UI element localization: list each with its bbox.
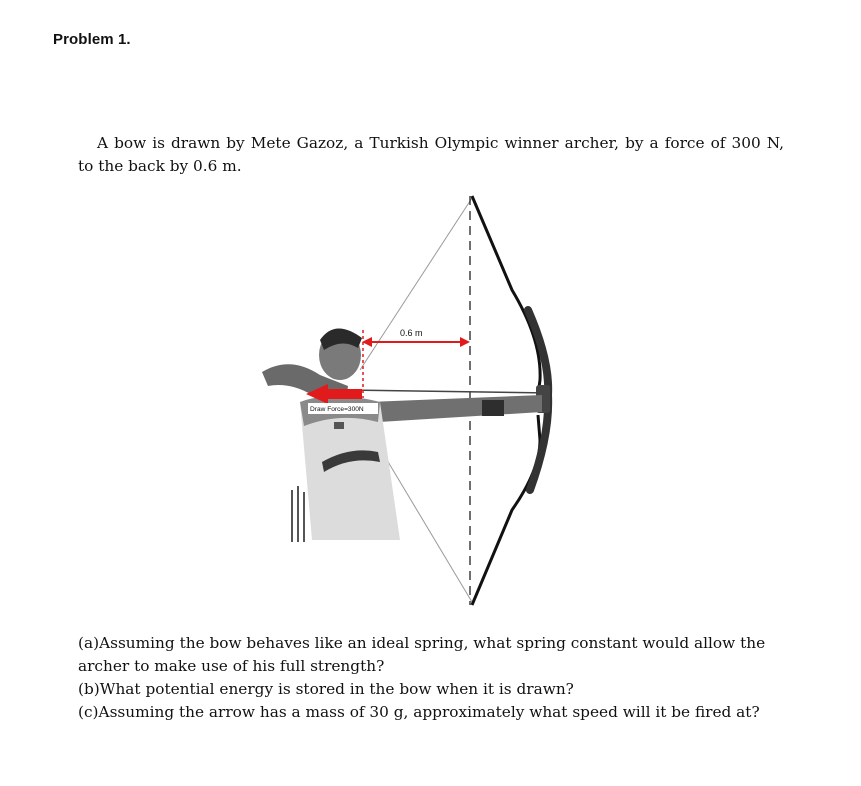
upper-guide-line: [360, 198, 472, 370]
distance-label: 0.6 m: [400, 328, 423, 338]
question-a: [78, 632, 784, 678]
bow-lower-limb: [472, 415, 540, 605]
question-b: [78, 678, 784, 701]
problem-heading: Problem 1.: [53, 31, 131, 48]
quiver-arrows: [292, 486, 304, 542]
draw-distance-arrowhead-right: [460, 337, 470, 347]
question-a-label: (a): [78, 634, 100, 652]
arrow-shaft: [345, 390, 550, 393]
question-c-label: (c): [78, 703, 99, 721]
force-label: Draw Force=300N: [310, 406, 364, 413]
questions-list: [78, 632, 784, 724]
question-c-text: Assuming the arrow has a mass of 30 g, approximately what speed will it be fired at?: [98, 703, 760, 721]
bow-upper-limb: [472, 196, 540, 395]
problem-intro: A bow is drawn by Mete Gazoz, a Turkish Olympic winner archer, by a force of 300 N, to the back by 0.6 m.: [78, 134, 784, 175]
question-b-text: What potential energy is stored in the bow when it is drawn?: [99, 680, 574, 698]
archer-illustration: [250, 190, 570, 610]
question-c: [78, 701, 784, 724]
question-b-label: (b): [78, 680, 100, 698]
question-a-text: Assuming the bow behaves like an ideal spring, what spring constant would allow the archer to make use of his full strength?: [78, 634, 766, 675]
archer-figure: [250, 190, 570, 610]
